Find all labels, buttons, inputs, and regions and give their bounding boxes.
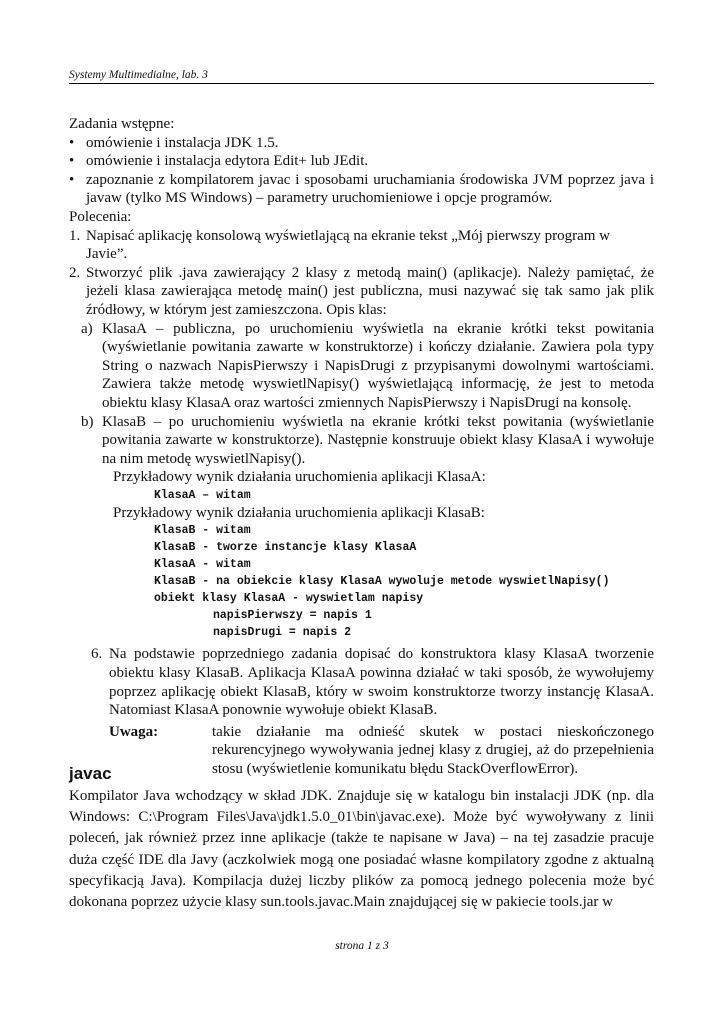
sub-item-b — [69, 413, 654, 469]
intro-title: Zadania wstępne: — [69, 116, 175, 132]
bullet-text: omówienie i instalacja JDK 1.5. — [86, 134, 279, 151]
document-body — [69, 115, 654, 779]
code-line: KlasaB - tworze instancje klasy KlasaA — [154, 541, 417, 555]
list-item-1 — [69, 227, 654, 264]
page-footer: strona 1 z 3 — [335, 940, 389, 952]
code-line: KlasaB - witam — [154, 524, 251, 538]
example-b-intro: Przykładowy wynik działania uruchomienia aplikacji KlasaB: — [113, 504, 485, 521]
list-text: Na podstawie poprzedniego zadania dopisać do konstruktora klasy KlasaA tworzenie obiektu klasy KlasaB. Aplikacja KlasaA powinna działać w taki sposób, że wywołujemy poprzez aplikację obiekt KlasaB, który w swoim konstruktorze tworzy instancję KlasaA. Natomiast KlasaA ponownie wywołuje obiekt KlasaB. — [109, 646, 654, 719]
bullet-text: zapoznanie z kompilatorem javac i sposobami uruchamiania środowiska JVM poprzez java i javaw (tylko MS Windows) – parametry uruchomieniowe i opcje programów. — [86, 171, 654, 207]
bullet-item — [69, 152, 654, 171]
sub-item-a — [69, 320, 654, 413]
code-line: napisDrugi = napis 2 — [213, 626, 352, 640]
bullet-icon: • — [69, 153, 75, 170]
bullet-item — [69, 134, 654, 153]
code-line: KlasaB - na obiekcie klasy KlasaA wywoluje metode wyswietlNapisy() — [154, 575, 610, 589]
running-header: Systemy Multimedialne, lab. 3 — [69, 69, 208, 81]
sub-text: KlasaA – publiczna, po uruchomieniu wyświetla na ekranie krótki tekst powitania (wyświetlanie powitania zawarte w konstruktorze) i kończy działanie. Zawiera pola typy String o nazwach NapisPierwszy i NapisDrugi z przypisanymi dowolnymi wartościami. Zawiera także metodę wyswietlNapisy() wyświetlającą informację, że jest to metoda obiektu klasy KlasaA oraz wartości zmiennych NapisPierwszy i NapisDrugi na konsolę. — [102, 320, 654, 411]
section-heading-javac: javac — [69, 764, 112, 783]
header-rule — [69, 83, 654, 84]
list-number: 2. — [69, 264, 81, 281]
javac-paragraph: Kompilator Java wchodzący w skład JDK. Znajduje się w katalogu bin instalacji JDK (np. dla Windows: C:\Program Files\Java\jdk1.5.0_01\bin\javac.exe). Może być wywoływany z linii poleceń, jak również przez inne aplikacje (także te napisane w Java) – na tej zasadzie pracuje duża część IDE dla Javy (aczkolwiek mogą one posiadać własne kompilatory zgodne z aktualną specyfikacją Java). Kompilacja dużej liczby plików za pomocą jednego polecenia może być dokonana poprzez użycie klasy sun.tools.javac.Main znajdującej się w pakiecie tools.jar w — [69, 788, 654, 911]
bullet-icon: • — [69, 134, 75, 151]
code-line: obiekt klasy KlasaA - wyswietlam napisy — [154, 592, 424, 606]
bullet-item — [69, 171, 654, 208]
code-line: KlasaA - witam — [154, 558, 251, 572]
note-block — [109, 723, 654, 779]
list-number: 1. — [69, 227, 81, 244]
sub-letter: a) — [81, 320, 93, 337]
list-text: Stworzyć plik .java zawierający 2 klasy z metodą main() (aplikacje). Należy pamiętać, że jeżeli klasa zawierająca metodę main() jest publiczna, musi nazywać się tak samo jak plik źródłowy, w którym jest zamieszczona. Opis klas: — [86, 264, 654, 318]
code-line: KlasaA – witam — [154, 488, 251, 502]
list-item-6 — [69, 645, 654, 719]
list-number: 6. — [91, 646, 103, 663]
bullet-icon: • — [69, 171, 75, 188]
code-line: napisPierwszy = napis 1 — [213, 609, 372, 623]
example-a-intro: Przykładowy wynik działania uruchomienia aplikacji KlasaA: — [113, 469, 486, 486]
note-label: Uwaga: — [109, 723, 159, 740]
list-text: Napisać aplikację konsolową wyświetlającą na ekranie tekst „Mój pierwszy program w Javie”. — [86, 227, 610, 263]
list-item-2 — [69, 264, 654, 320]
bullet-text: omówienie i instalacja edytora Edit+ lub JEdit. — [86, 153, 369, 170]
commands-title: Polecenia: — [69, 208, 132, 225]
sub-text: KlasaB – po uruchomieniu wyświetla na ekranie krótki tekst powitania (wyświetlanie powitania zawarte w konstruktorze). Następnie konstruuje obiekt klasy KlasaA i wywołuje na nim metodę wyswietlNapisy(). — [102, 413, 654, 467]
sub-letter: b) — [81, 413, 94, 430]
note-text: takie działanie ma odnieść skutek w postaci nieskończonego rekurencyjnego wywoływania jednej klasy z drugiej, aż do przepełnienia stosu (wyświetlenie komunikatu błędu StackOverflowError). — [212, 723, 654, 778]
